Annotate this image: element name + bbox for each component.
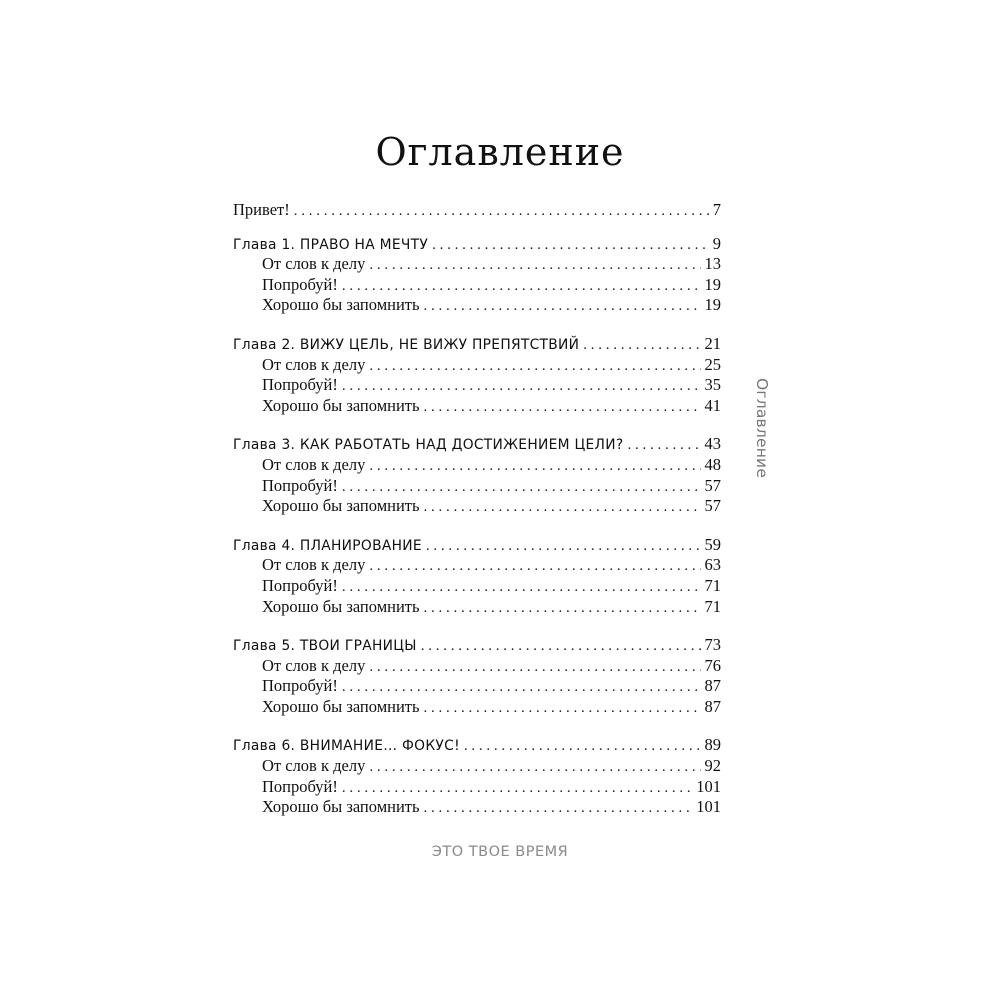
- dot-leader: [342, 577, 701, 598]
- toc-subentry[interactable]: [233, 555, 721, 576]
- toc-entry-page: 7: [712, 200, 721, 219]
- toc-subentry[interactable]: [233, 275, 721, 296]
- toc-subentry[interactable]: [233, 676, 721, 697]
- dot-leader: [424, 497, 701, 518]
- toc-chapter-entry[interactable]: [233, 635, 721, 656]
- toc-chapter-entry[interactable]: [233, 535, 721, 556]
- toc-subentry-page: 101: [696, 776, 721, 796]
- toc-subentry[interactable]: [233, 697, 721, 718]
- toc-subentry[interactable]: [233, 355, 721, 376]
- dot-leader: [424, 296, 701, 317]
- dot-leader: [421, 636, 701, 657]
- toc-chapter-page: 89: [704, 735, 721, 755]
- toc-subentry-page: 101: [696, 797, 721, 817]
- toc-subentry-page: 87: [704, 696, 721, 716]
- dot-leader: [369, 456, 700, 477]
- toc-subentry-page: 76: [704, 655, 721, 675]
- toc-subentry-label: Хорошо бы запомнить: [262, 395, 420, 415]
- chapter-block: [233, 635, 721, 717]
- toc-chapter-page: 73: [704, 635, 721, 655]
- toc-subentry-page: 19: [704, 274, 721, 294]
- toc-subentry[interactable]: [233, 476, 721, 497]
- table-of-contents: [233, 200, 721, 836]
- toc-subentry-label: Попробуй!: [262, 676, 338, 696]
- toc-chapter-entry[interactable]: [233, 334, 721, 355]
- toc-subentry-page: 63: [704, 555, 721, 575]
- dot-leader: [342, 477, 701, 498]
- toc-chapter-page: 9: [712, 233, 721, 253]
- toc-subentry-label: Хорошо бы запомнить: [262, 596, 420, 616]
- chapter-block: [233, 234, 721, 316]
- side-tab-label: Оглавление: [753, 378, 771, 479]
- toc-chapter-label: Глава 2. ВИЖУ ЦЕЛЬ, НЕ ВИЖУ ПРЕПЯТСТВИЙ: [233, 336, 580, 353]
- toc-subentry-label: Хорошо бы запомнить: [262, 496, 420, 516]
- dot-leader: [369, 356, 700, 377]
- running-footer: ЭТО ТВОЕ ВРЕМЯ: [431, 844, 569, 860]
- toc-subentry-label: Попробуй!: [262, 575, 338, 595]
- toc-chapter-label: Глава 1. ПРАВО НА МЕЧТУ: [233, 236, 429, 253]
- chapter-block: [233, 334, 721, 416]
- toc-entry-label: Привет!: [233, 200, 290, 219]
- toc-subentry-page: 13: [704, 254, 721, 274]
- chapter-list: [233, 234, 721, 818]
- toc-subentry-page: 48: [704, 454, 721, 474]
- toc-subentry[interactable]: [233, 396, 721, 417]
- dot-leader: [369, 556, 700, 577]
- chapter-block: [233, 735, 721, 817]
- toc-subentry[interactable]: [233, 576, 721, 597]
- page-title: Оглавление: [375, 130, 625, 174]
- toc-subentry-label: От слов к делу: [262, 555, 366, 575]
- toc-chapter-entry[interactable]: [233, 735, 721, 756]
- toc-subentry[interactable]: [233, 656, 721, 677]
- dot-leader: [627, 435, 700, 456]
- toc-subentry-page: 92: [704, 756, 721, 776]
- toc-chapter-page: 43: [704, 434, 721, 454]
- toc-subentry-label: Хорошо бы запомнить: [262, 797, 420, 817]
- toc-subentry-label: От слов к делу: [262, 354, 366, 374]
- dot-leader: [369, 255, 700, 276]
- toc-subentry-label: Хорошо бы запомнить: [262, 696, 420, 716]
- toc-subentry-page: 25: [704, 354, 721, 374]
- toc-chapter-entry[interactable]: [233, 434, 721, 455]
- toc-subentry-label: Хорошо бы запомнить: [262, 295, 420, 315]
- dot-leader: [342, 677, 701, 698]
- toc-subentry-label: Попробуй!: [262, 274, 338, 294]
- dot-leader: [369, 657, 700, 678]
- dot-leader: [464, 736, 701, 757]
- toc-subentry[interactable]: [233, 496, 721, 517]
- toc-subentry[interactable]: [233, 756, 721, 777]
- toc-subentry-page: 19: [704, 295, 721, 315]
- chapter-block: [233, 434, 721, 516]
- toc-subentry-page: 71: [704, 575, 721, 595]
- toc-subentry-label: Попробуй!: [262, 375, 338, 395]
- dot-leader: [369, 757, 700, 778]
- toc-subentry-label: От слов к делу: [262, 756, 366, 776]
- dot-leader: [342, 276, 701, 297]
- toc-chapter-page: 59: [704, 534, 721, 554]
- dot-leader: [426, 536, 701, 557]
- dot-leader: [424, 598, 701, 619]
- toc-subentry-page: 57: [704, 475, 721, 495]
- toc-chapter-entry[interactable]: [233, 234, 721, 255]
- dot-leader: [424, 798, 693, 819]
- toc-subentry-label: Попробуй!: [262, 475, 338, 495]
- toc-subentry-label: От слов к делу: [262, 655, 366, 675]
- chapter-block: [233, 535, 721, 617]
- toc-subentry-label: От слов к делу: [262, 254, 366, 274]
- dot-leader: [424, 698, 701, 719]
- toc-chapter-label: Глава 3. КАК РАБОТАТЬ НАД ДОСТИЖЕНИЕМ ЦЕЛИ?: [233, 437, 624, 454]
- toc-subentry[interactable]: [233, 455, 721, 476]
- dot-leader: [432, 235, 709, 256]
- dot-leader: [583, 335, 700, 356]
- toc-chapter-label: Глава 4. ПЛАНИРОВАНИЕ: [233, 537, 422, 554]
- dot-leader: [342, 778, 692, 799]
- toc-chapter-page: 21: [704, 333, 721, 353]
- dot-leader: [342, 376, 701, 397]
- toc-subentry[interactable]: [233, 597, 721, 618]
- toc-subentry-label: От слов к делу: [262, 454, 366, 474]
- toc-subentry-label: Попробуй!: [262, 776, 338, 796]
- toc-subentry-page: 41: [704, 395, 721, 415]
- toc-subentry-page: 71: [704, 596, 721, 616]
- toc-subentry[interactable]: [233, 777, 721, 798]
- toc-subentry[interactable]: [233, 375, 721, 396]
- toc-subentry[interactable]: [233, 254, 721, 275]
- toc-chapter-label: Глава 5. ТВОИ ГРАНИЦЫ: [233, 638, 417, 655]
- dot-leader: [294, 201, 709, 222]
- side-tab: [753, 378, 773, 478]
- toc-subentry-page: 35: [704, 375, 721, 395]
- toc-entry-intro[interactable]: [233, 200, 721, 221]
- toc-subentry-page: 57: [704, 496, 721, 516]
- toc-chapter-label: Глава 6. ВНИМАНИЕ… ФОКУС!: [233, 738, 460, 755]
- dot-leader: [424, 397, 701, 418]
- toc-subentry[interactable]: [233, 797, 721, 818]
- toc-subentry[interactable]: [233, 295, 721, 316]
- toc-subentry-page: 87: [704, 676, 721, 696]
